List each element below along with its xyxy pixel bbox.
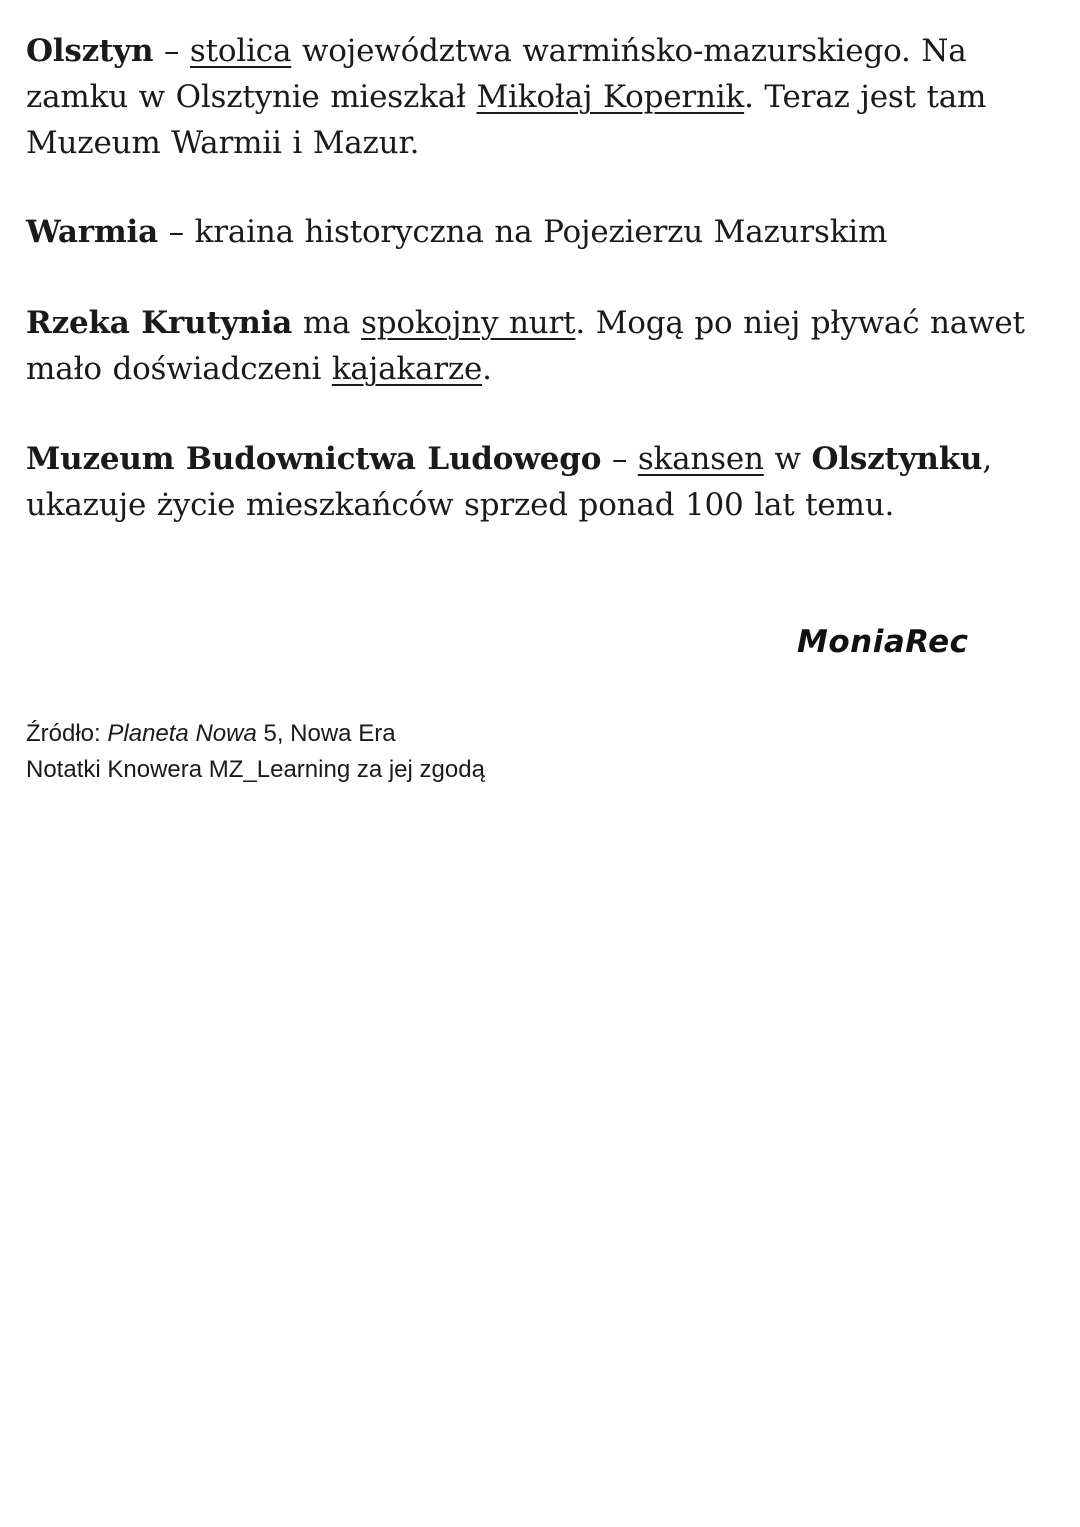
paragraph-text: . Teraz jest tam Muzeum Warmii i Mazur.: [26, 79, 987, 161]
paragraph-text: ma: [292, 305, 361, 341]
paragraph-text: .: [482, 351, 492, 387]
paragraph-warmia: [26, 209, 1056, 255]
paragraph-text: w: [763, 441, 812, 477]
term-krutynia: Rzeka Krutynia: [26, 305, 293, 341]
paragraph-krutynia: [26, 300, 1056, 392]
source-label: Źródło:: [26, 720, 108, 747]
source-block: [26, 716, 485, 788]
underlined-capital: stolica: [189, 33, 292, 69]
dash: –: [153, 33, 190, 69]
underlined-skansen: skansen: [637, 441, 764, 477]
source-note: Notatki Knowera MZ_Learning za jej zgodą: [26, 756, 485, 783]
dash: –: [601, 441, 638, 477]
dash: –: [158, 214, 195, 250]
term-museum: Muzeum Budownictwa Ludowego: [26, 441, 602, 477]
term-warmia: Warmia: [26, 214, 159, 250]
paragraph-text: , ukazuje życie mieszkańców sprzed ponad 100 lat temu.: [26, 441, 993, 523]
paragraph-olsztyn: [26, 28, 1056, 166]
author-signature: MoniaRec: [797, 624, 969, 660]
paragraph-text: . Mogą po niej pływać nawet mało doświadczeni: [26, 305, 1025, 387]
term-olsztyn: Olsztyn: [26, 33, 154, 69]
underlined-current: spokojny nurt: [361, 305, 576, 341]
source-details: 5, Nowa Era: [256, 720, 396, 747]
paragraph-museum: [26, 436, 1056, 528]
source-line: [26, 716, 485, 752]
paragraph-text: województwa warmińsko-mazurskiego. Na zamku w Olsztynie mieszkał: [26, 33, 967, 115]
underlined-kayakers: kajakarze: [331, 351, 483, 387]
source-title: Planeta Nowa: [107, 720, 257, 747]
paragraph-text: kraina historyczna na Pojezierzu Mazurskim: [194, 214, 888, 250]
underlined-kopernik: Mikołaj Kopernik: [476, 79, 745, 115]
term-olsztynek: Olsztynku: [811, 441, 983, 477]
